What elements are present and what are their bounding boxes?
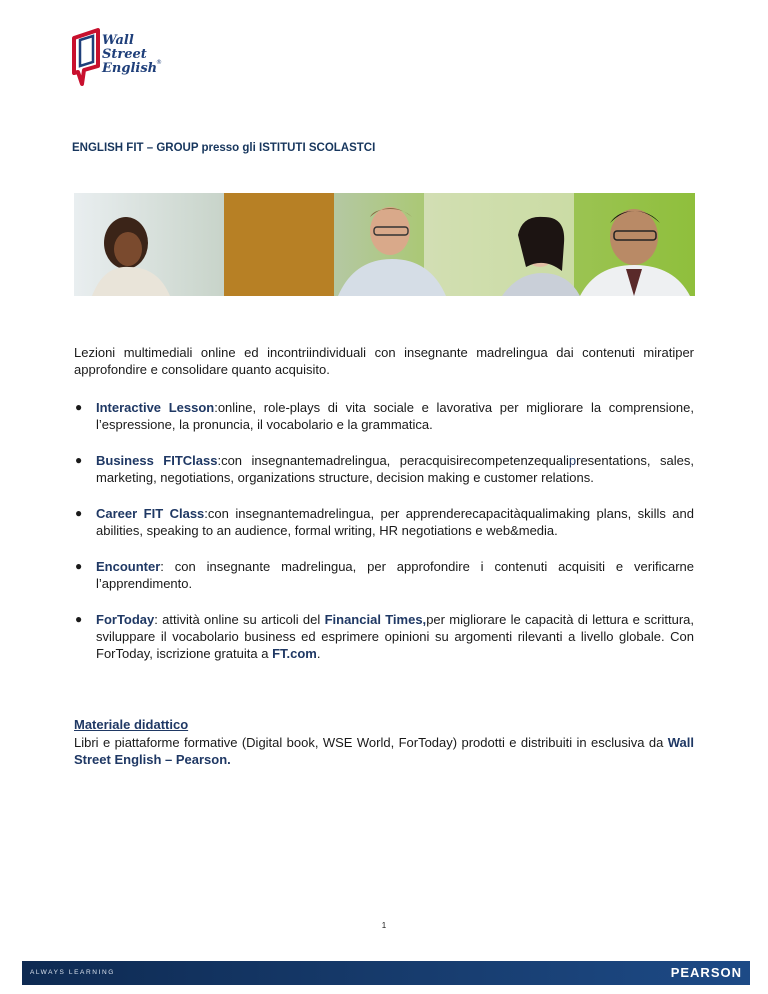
course-description: :con insegnantemadrelingua, peracquisirecompetenzequali (217, 453, 569, 468)
bullet-icon: ● (75, 612, 83, 626)
course-description-cont: per migliorare le capacità di lettura e scrittura, sviluppare il vocabolario business ed esprimere opinioni su argomenti rilevanti a livello globale. Con ForToday, iscrizione gratuita a (96, 612, 694, 661)
bullet-icon: ● (75, 453, 83, 467)
material-paragraph (74, 734, 694, 768)
course-description-cont: resentations, sales, marketing, negotiations, organizations structure, decision making e customer relations. (96, 453, 694, 485)
logo-text-english: English (102, 61, 158, 76)
course-description: :online, role-plays di vita sociale e lavorativa per migliorare la comprensione, l’espressione, la pronuncia, il vocabolario e la grammatica. (96, 400, 694, 432)
course-description: : attività online su articoli del (154, 612, 325, 627)
material-description: Libri e piattaforme formative (Digital book, WSE World, ForToday) prodotti e distribuiti in esclusiva da (74, 735, 668, 750)
course-title: ForToday (96, 612, 155, 627)
bullet-icon: ● (75, 559, 83, 573)
pearson-logo-text: PEARSON (670, 965, 742, 980)
material-brand: Wall Street English – Pearson. (74, 735, 694, 767)
list-item (74, 505, 694, 539)
course-description: : con insegnante madrelingua, per approfondire i contenuti acquisiti e verificarne l’apprendimento. (96, 559, 694, 591)
highlighted-letter: p (568, 453, 577, 468)
course-title: Interactive Lesson (96, 400, 215, 415)
wall-street-english-logo (68, 26, 168, 90)
bullet-icon: ● (75, 400, 83, 414)
logo-text-street: Street (102, 47, 147, 62)
intro-paragraph: Lezioni multimediali online ed incontriindividuali con insegnante madrelingua dai contenuti miratiper approfondire e consolidare quanto acquisito. (74, 345, 694, 377)
logo-registered-mark: ® (156, 59, 162, 66)
footer-bar (22, 961, 750, 985)
sentence-end: . (316, 646, 321, 661)
course-title: Career FIT Class (96, 506, 205, 521)
ft-com-link: FT.com (272, 646, 317, 661)
course-title: Encounter (96, 559, 161, 574)
list-item (74, 558, 694, 592)
group-photo (74, 193, 695, 296)
page-number: 1 (381, 921, 387, 930)
course-list (74, 399, 694, 681)
material-title: Materiale didattico (74, 717, 189, 732)
logo-text-wall: Wall (102, 33, 134, 48)
footer-tagline: ALWAYS LEARNING (30, 969, 115, 976)
course-title: Business FITClass (96, 453, 218, 468)
bullet-icon: ● (75, 506, 83, 520)
list-item (74, 452, 694, 486)
document-heading: ENGLISH FIT – GROUP presso gli ISTITUTI SCOLASTCI (72, 142, 376, 154)
list-item (74, 399, 694, 433)
course-description: :con insegnantemadrelingua, per apprenderecapacitàqualimaking plans, skills and abilities, speaking to an audience, formal writing, HR negotiations e web&media. (96, 506, 694, 538)
financial-times-link: Financial Times, (324, 612, 427, 627)
list-item (74, 611, 694, 662)
